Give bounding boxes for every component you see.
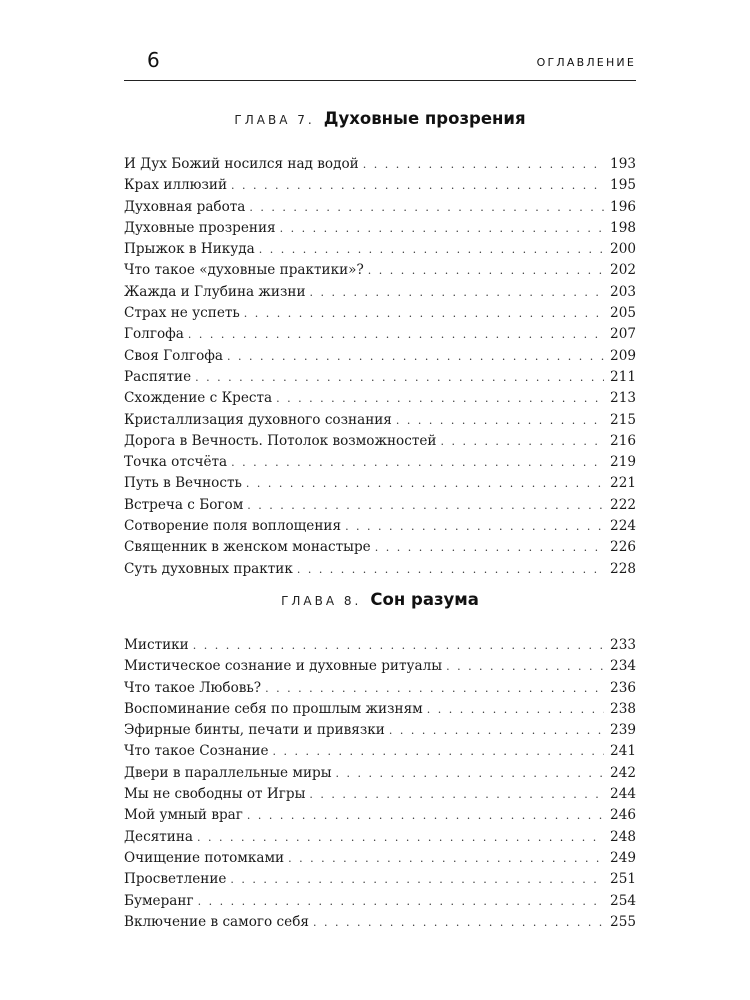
dot-leader: [227, 346, 604, 367]
toc-entry-page: 198: [610, 219, 636, 236]
toc-entry-title: Жажда и Глубина жизни: [124, 283, 306, 300]
toc-entry-title: Схождение с Креста: [124, 390, 273, 407]
toc-entry-page: 209: [610, 347, 636, 364]
toc-entry-page: 216: [610, 432, 636, 449]
toc-entry[interactable]: [124, 720, 636, 741]
toc-entry-title: Страх не успеть: [124, 305, 240, 322]
toc-entry-page: 236: [610, 679, 636, 696]
toc-entry-page: 224: [610, 518, 636, 535]
toc-entry-page: 213: [610, 390, 636, 407]
toc-entry-title: Десятина: [124, 828, 194, 845]
toc-entry-page: 233: [610, 637, 636, 653]
toc-entry-page: 215: [610, 411, 636, 428]
toc-entry-title: Что такое Сознание: [124, 743, 269, 760]
dot-leader: [440, 431, 604, 452]
toc-entry[interactable]: [124, 452, 636, 473]
toc-entry-title: Мистики: [124, 637, 189, 653]
toc-entry[interactable]: [124, 154, 636, 175]
toc-entry[interactable]: [124, 741, 636, 762]
toc-entry-title: Путь в Вечность: [124, 475, 242, 492]
toc-entry[interactable]: [124, 495, 636, 516]
dot-leader: [188, 324, 604, 345]
toc-entry-title: Воспоминание себя по прошлым жизням: [124, 700, 423, 717]
toc-entry-page: 211: [610, 368, 636, 385]
toc-entry-title: Духовная работа: [124, 198, 246, 215]
toc-list: [124, 154, 636, 580]
toc-entry-title: Бумеранг: [124, 892, 194, 909]
toc-entry-title: Голгофа: [124, 326, 184, 343]
toc-entry-page: 219: [610, 454, 636, 471]
toc-entry-page: 193: [610, 156, 636, 172]
dot-leader: [231, 175, 604, 196]
toc-entry-title: Что такое «духовные практики»?: [124, 262, 364, 279]
toc-entry-title: Двери в параллельные миры: [124, 764, 332, 781]
toc-entry-page: 202: [610, 262, 636, 279]
toc-entry-page: 239: [610, 722, 636, 739]
dot-leader: [198, 891, 604, 912]
toc-entry[interactable]: [124, 197, 636, 218]
dot-leader: [396, 410, 604, 431]
toc-entry[interactable]: [124, 805, 636, 826]
dot-leader: [246, 473, 604, 494]
dot-leader: [389, 720, 604, 741]
dot-leader: [363, 154, 604, 175]
dot-leader: [446, 656, 604, 677]
dot-leader: [313, 912, 604, 933]
dot-leader: [276, 388, 604, 409]
running-head: ОГЛАВЛЕНИЕ: [536, 56, 636, 69]
toc-entry-title: Сотворение поля воплощения: [124, 518, 342, 535]
toc-entry-title: Прыжок в Никуда: [124, 241, 255, 258]
dot-leader: [259, 239, 604, 260]
toc-list: [124, 635, 636, 933]
toc-entry[interactable]: [124, 346, 636, 367]
toc-entry-title: Суть духовных практик: [124, 560, 293, 577]
toc-entry[interactable]: [124, 260, 636, 281]
toc-entry-page: 234: [610, 658, 636, 675]
toc-entry-title: Мой умный враг: [124, 807, 243, 824]
toc-entry-title: Встреча с Богом: [124, 496, 244, 513]
toc-entry-page: 249: [610, 849, 636, 866]
dot-leader: [280, 218, 604, 239]
toc-entry[interactable]: [124, 410, 636, 431]
dot-leader: [368, 260, 604, 281]
toc-entry[interactable]: [124, 678, 636, 699]
toc-entry-page: 251: [610, 871, 636, 888]
toc-entry[interactable]: [124, 559, 636, 580]
toc-entry[interactable]: [124, 367, 636, 388]
toc-entry[interactable]: [124, 175, 636, 196]
toc-entry[interactable]: [124, 784, 636, 805]
toc-entry[interactable]: [124, 473, 636, 494]
chapter-heading: [124, 104, 636, 134]
toc-entry[interactable]: [124, 891, 636, 912]
toc-entry-title: Дорога в Вечность. Потолок возможностей: [124, 432, 437, 449]
toc-entry[interactable]: [124, 656, 636, 677]
toc-entry[interactable]: [124, 282, 636, 303]
toc-entry[interactable]: [124, 516, 636, 537]
toc-entry[interactable]: [124, 869, 636, 890]
dot-leader: [336, 763, 604, 784]
toc-entry-title: Что такое Любовь?: [124, 679, 262, 696]
dot-leader: [231, 452, 604, 473]
toc-entry[interactable]: [124, 848, 636, 869]
toc-entry[interactable]: [124, 537, 636, 558]
toc-entry-title: Священник в женском монастыре: [124, 539, 371, 556]
toc-entry[interactable]: [124, 635, 636, 656]
toc-entry-page: 241: [610, 743, 636, 760]
toc-entry[interactable]: [124, 303, 636, 324]
dot-leader: [249, 197, 604, 218]
toc-entry-page: 226: [610, 539, 636, 556]
dot-leader: [244, 303, 604, 324]
dot-leader: [247, 805, 604, 826]
toc-entry-page: 254: [610, 892, 636, 909]
dot-leader: [247, 495, 604, 516]
toc-entry-page: 195: [610, 177, 636, 194]
toc-entry-page: 203: [610, 283, 636, 300]
chapter-8-section: [124, 585, 636, 933]
toc-entry-title: Кристаллизация духовного сознания: [124, 411, 392, 428]
toc-entry-page: 221: [610, 475, 636, 492]
dot-leader: [375, 537, 604, 558]
toc-entry-title: Крах иллюзий: [124, 177, 228, 194]
toc-entry-title: Эфирные бинты, печати и привязки: [124, 722, 385, 739]
toc-entry[interactable]: [124, 388, 636, 409]
dot-leader: [345, 516, 604, 537]
page-number: 6: [147, 48, 160, 72]
toc-entry-title: Духовные прозрения: [124, 219, 276, 236]
chapter-title: Духовные прозрения: [323, 109, 526, 128]
toc-entry-page: 242: [610, 764, 636, 781]
toc-entry-title: Точка отсчёта: [124, 454, 228, 471]
toc-entry-page: 248: [610, 828, 636, 845]
dot-leader: [427, 699, 604, 720]
toc-entry[interactable]: [124, 763, 636, 784]
toc-entry[interactable]: [124, 324, 636, 345]
toc-entry[interactable]: [124, 431, 636, 452]
toc-entry-title: Мы не свободны от Игры: [124, 786, 306, 803]
dot-leader: [197, 827, 604, 848]
dot-leader: [309, 784, 604, 805]
dot-leader: [230, 869, 604, 890]
toc-entry-page: 255: [610, 913, 636, 930]
toc-entry[interactable]: [124, 239, 636, 260]
toc-entry[interactable]: [124, 912, 636, 933]
toc-entry-title: Распятие: [124, 368, 192, 385]
toc-entry[interactable]: [124, 699, 636, 720]
toc-entry-page: 246: [610, 807, 636, 824]
toc-entry-page: 238: [610, 700, 636, 717]
header-rule: [124, 80, 636, 81]
toc-entry-page: 222: [610, 496, 636, 513]
chapter-heading: [124, 585, 636, 615]
toc-entry-page: 205: [610, 305, 636, 322]
toc-entry-page: 207: [610, 326, 636, 343]
toc-entry-title: И Дух Божий носился над водой: [124, 156, 359, 172]
chapter-title: Сон разума: [370, 590, 479, 609]
dot-leader: [288, 848, 604, 869]
dot-leader: [297, 559, 604, 580]
toc-entry-title: Своя Голгофа: [124, 347, 224, 364]
toc-entry-title: Просветление: [124, 871, 227, 888]
toc-entry[interactable]: [124, 827, 636, 848]
toc-entry-page: 244: [610, 786, 636, 803]
toc-entry-page: 200: [610, 241, 636, 258]
toc-entry-title: Включение в самого себя: [124, 913, 309, 930]
dot-leader: [310, 282, 604, 303]
dot-leader: [265, 678, 604, 699]
toc-entry-title: Очищение потомками: [124, 849, 285, 866]
chapter-7-section: [124, 104, 636, 580]
dot-leader: [195, 367, 604, 388]
toc-entry-page: 196: [610, 198, 636, 215]
toc-entry-page: 228: [610, 560, 636, 577]
toc-entry-title: Мистическое сознание и духовные ритуалы: [124, 658, 443, 675]
chapter-label: ГЛАВА 7.: [234, 113, 315, 127]
dot-leader: [193, 635, 604, 656]
toc-entry[interactable]: [124, 218, 636, 239]
chapter-label: ГЛАВА 8.: [281, 594, 362, 608]
dot-leader: [273, 741, 604, 762]
